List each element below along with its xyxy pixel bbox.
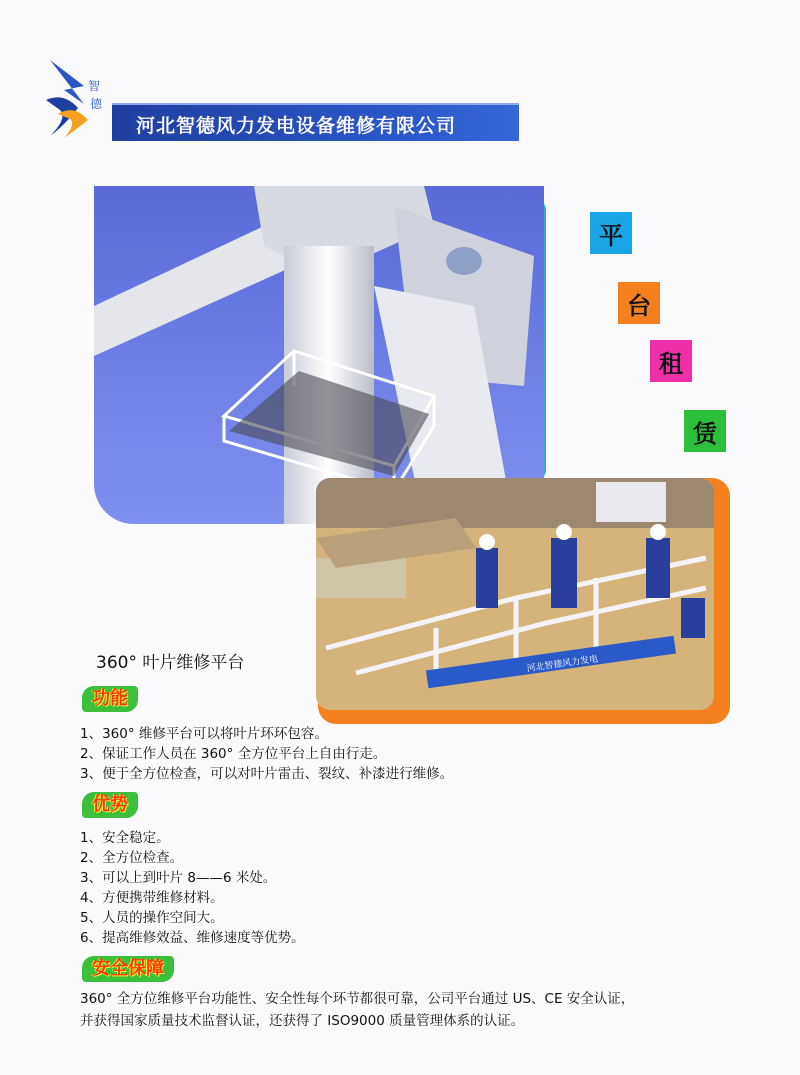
company-logo <box>44 56 108 142</box>
side-title-char-1: 平 <box>590 212 632 254</box>
company-name: 河北智德风力发电设备维修有限公司 <box>136 115 457 137</box>
list-item: 2、全方位检查。 <box>80 850 184 866</box>
section-title-advantage: 优势 <box>82 792 138 818</box>
header-bar <box>112 103 519 141</box>
side-title-char-4: 赁 <box>684 410 726 452</box>
platform-caption: 360° 叶片维修平台 <box>96 653 245 673</box>
turbine-platform-photo <box>94 186 544 524</box>
side-title-char-3: 租 <box>650 340 692 382</box>
list-item: 3、可以上到叶片 8——6 米处。 <box>80 870 277 886</box>
side-title-char-2: 台 <box>618 282 660 324</box>
safety-paragraph <box>80 988 740 1032</box>
list-item: 4、方便携带维修材料。 <box>80 890 224 906</box>
section-title-safety: 安全保障 <box>82 956 174 982</box>
banner-text: 河北智德风力发电 <box>526 654 599 675</box>
function-list <box>80 724 453 784</box>
list-item: 3、便于全方位检查，可以对叶片雷击、裂纹、补漆进行维修。 <box>80 766 454 782</box>
list-item: 1、360° 维修平台可以将叶片环环包容。 <box>80 726 328 742</box>
list-item: 2、保证工作人员在 360° 全方位平台上自由行走。 <box>80 746 387 762</box>
list-item: 6、提高维修效益、维修速度等优势。 <box>80 930 305 946</box>
safety-line: 360° 全方位维修平台功能性、安全性每个环节都很可靠，公司平台通过 US、CE 安全认证， <box>80 991 635 1007</box>
platform-assembly-photo <box>316 478 714 710</box>
list-item: 5、人员的操作空间大。 <box>80 910 224 926</box>
section-title-function: 功能 <box>82 686 138 712</box>
logo-text: 智 <box>88 79 101 93</box>
safety-line: 并获得国家质量技术监督认证，还获得了 ISO9000 质量管理体系的认证。 <box>80 1013 525 1029</box>
advantage-list <box>80 828 305 948</box>
svg-text:德: 德 <box>90 97 103 111</box>
list-item: 1、安全稳定。 <box>80 830 170 846</box>
